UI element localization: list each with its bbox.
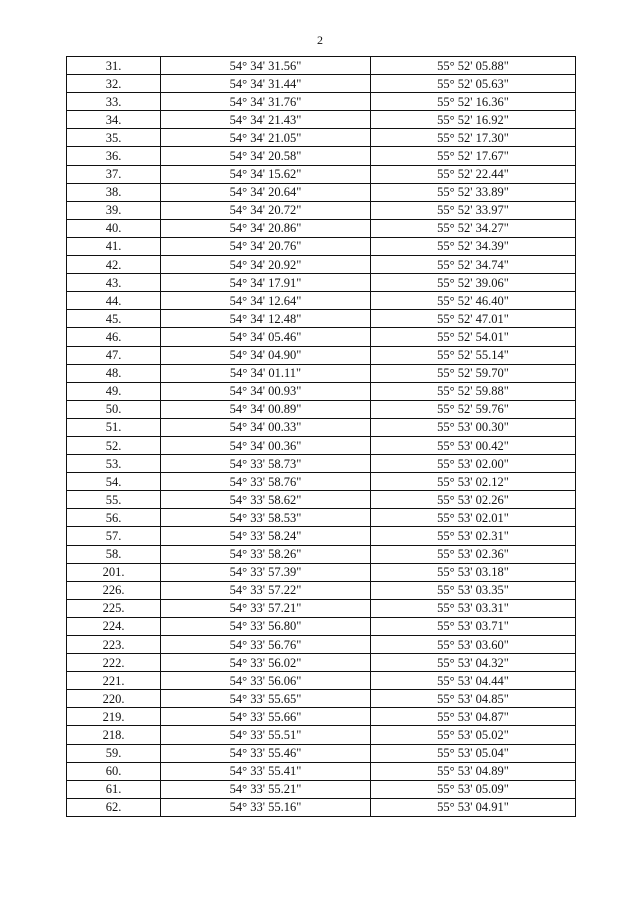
table-row — [67, 509, 576, 527]
point-number-cell: 56. — [67, 509, 161, 527]
point-number-cell: 42. — [67, 256, 161, 274]
longitude-cell: 55° 53' 05.02" — [371, 726, 576, 744]
point-number-cell: 58. — [67, 545, 161, 563]
table-row — [67, 418, 576, 436]
latitude-cell: 54° 33' 58.73" — [161, 455, 371, 473]
latitude-cell: 54° 34' 05.46" — [161, 328, 371, 346]
latitude-cell: 54° 34' 31.76" — [161, 93, 371, 111]
table-row — [67, 798, 576, 816]
longitude-cell: 55° 52' 16.36" — [371, 93, 576, 111]
latitude-cell: 54° 33' 56.76" — [161, 636, 371, 654]
point-number-cell: 221. — [67, 672, 161, 690]
latitude-cell: 54° 34' 12.64" — [161, 292, 371, 310]
latitude-cell: 54° 34' 00.36" — [161, 436, 371, 454]
longitude-cell: 55° 53' 04.87" — [371, 708, 576, 726]
table-row — [67, 672, 576, 690]
latitude-cell: 54° 33' 58.53" — [161, 509, 371, 527]
longitude-cell: 55° 53' 04.44" — [371, 672, 576, 690]
point-number-cell: 46. — [67, 328, 161, 346]
longitude-cell: 55° 52' 22.44" — [371, 165, 576, 183]
table-row — [67, 201, 576, 219]
latitude-cell: 54° 33' 56.80" — [161, 617, 371, 635]
latitude-cell: 54° 33' 57.22" — [161, 581, 371, 599]
longitude-cell: 55° 52' 33.97" — [371, 201, 576, 219]
longitude-cell: 55° 53' 03.71" — [371, 617, 576, 635]
latitude-cell: 54° 34' 21.05" — [161, 129, 371, 147]
point-number-cell: 62. — [67, 798, 161, 816]
table-row — [67, 617, 576, 635]
longitude-cell: 55° 52' 59.70" — [371, 364, 576, 382]
latitude-cell: 54° 34' 04.90" — [161, 346, 371, 364]
table-row — [67, 563, 576, 581]
table-row — [67, 111, 576, 129]
point-number-cell: 220. — [67, 690, 161, 708]
latitude-cell: 54° 33' 56.02" — [161, 654, 371, 672]
longitude-cell: 55° 53' 02.01" — [371, 509, 576, 527]
point-number-cell: 34. — [67, 111, 161, 129]
latitude-cell: 54° 34' 12.48" — [161, 310, 371, 328]
point-number-cell: 54. — [67, 473, 161, 491]
longitude-cell: 55° 53' 03.60" — [371, 636, 576, 654]
table-row — [67, 147, 576, 165]
table-row — [67, 654, 576, 672]
table-row — [67, 237, 576, 255]
point-number-cell: 60. — [67, 762, 161, 780]
point-number-cell: 55. — [67, 491, 161, 509]
latitude-cell: 54° 34' 00.93" — [161, 382, 371, 400]
longitude-cell: 55° 52' 34.27" — [371, 219, 576, 237]
point-number-cell: 43. — [67, 274, 161, 292]
point-number-cell: 47. — [67, 346, 161, 364]
latitude-cell: 54° 33' 56.06" — [161, 672, 371, 690]
point-number-cell: 32. — [67, 75, 161, 93]
coordinates-table — [66, 56, 576, 817]
latitude-cell: 54° 33' 58.62" — [161, 491, 371, 509]
latitude-cell: 54° 34' 20.86" — [161, 219, 371, 237]
table-row — [67, 346, 576, 364]
table-row — [67, 455, 576, 473]
table-row — [67, 636, 576, 654]
table-row — [67, 274, 576, 292]
table-row — [67, 708, 576, 726]
table-row — [67, 57, 576, 75]
point-number-cell: 218. — [67, 726, 161, 744]
longitude-cell: 55° 53' 02.26" — [371, 491, 576, 509]
point-number-cell: 225. — [67, 599, 161, 617]
point-number-cell: 224. — [67, 617, 161, 635]
longitude-cell: 55° 52' 59.76" — [371, 400, 576, 418]
longitude-cell: 55° 52' 16.92" — [371, 111, 576, 129]
latitude-cell: 54° 33' 57.39" — [161, 563, 371, 581]
longitude-cell: 55° 53' 02.36" — [371, 545, 576, 563]
latitude-cell: 54° 33' 55.66" — [161, 708, 371, 726]
latitude-cell: 54° 34' 20.76" — [161, 237, 371, 255]
longitude-cell: 55° 52' 33.89" — [371, 183, 576, 201]
longitude-cell: 55° 53' 05.04" — [371, 744, 576, 762]
point-number-cell: 50. — [67, 400, 161, 418]
point-number-cell: 39. — [67, 201, 161, 219]
longitude-cell: 55° 52' 47.01" — [371, 310, 576, 328]
longitude-cell: 55° 52' 17.67" — [371, 147, 576, 165]
point-number-cell: 33. — [67, 93, 161, 111]
longitude-cell: 55° 53' 02.12" — [371, 473, 576, 491]
point-number-cell: 201. — [67, 563, 161, 581]
point-number-cell: 49. — [67, 382, 161, 400]
point-number-cell: 53. — [67, 455, 161, 473]
table-row — [67, 382, 576, 400]
longitude-cell: 55° 53' 00.30" — [371, 418, 576, 436]
latitude-cell: 54° 34' 21.43" — [161, 111, 371, 129]
longitude-cell: 55° 52' 54.01" — [371, 328, 576, 346]
table-row — [67, 581, 576, 599]
point-number-cell: 48. — [67, 364, 161, 382]
coordinates-table-body — [67, 57, 576, 817]
latitude-cell: 54° 33' 55.21" — [161, 780, 371, 798]
latitude-cell: 54° 33' 55.51" — [161, 726, 371, 744]
point-number-cell: 37. — [67, 165, 161, 183]
table-row — [67, 400, 576, 418]
table-row — [67, 292, 576, 310]
table-row — [67, 491, 576, 509]
latitude-cell: 54° 33' 58.24" — [161, 527, 371, 545]
longitude-cell: 55° 52' 05.63" — [371, 75, 576, 93]
latitude-cell: 54° 34' 20.58" — [161, 147, 371, 165]
longitude-cell: 55° 52' 34.39" — [371, 237, 576, 255]
point-number-cell: 44. — [67, 292, 161, 310]
table-row — [67, 75, 576, 93]
longitude-cell: 55° 52' 39.06" — [371, 274, 576, 292]
table-row — [67, 726, 576, 744]
longitude-cell: 55° 53' 04.89" — [371, 762, 576, 780]
table-row — [67, 436, 576, 454]
longitude-cell: 55° 52' 05.88" — [371, 57, 576, 75]
table-row — [67, 219, 576, 237]
latitude-cell: 54° 34' 20.92" — [161, 256, 371, 274]
point-number-cell: 61. — [67, 780, 161, 798]
table-row — [67, 165, 576, 183]
table-row — [67, 364, 576, 382]
longitude-cell: 55° 53' 04.32" — [371, 654, 576, 672]
longitude-cell: 55° 53' 03.31" — [371, 599, 576, 617]
point-number-cell: 57. — [67, 527, 161, 545]
latitude-cell: 54° 33' 55.16" — [161, 798, 371, 816]
longitude-cell: 55° 53' 02.00" — [371, 455, 576, 473]
table-row — [67, 599, 576, 617]
table-row — [67, 93, 576, 111]
longitude-cell: 55° 52' 59.88" — [371, 382, 576, 400]
table-row — [67, 328, 576, 346]
table-row — [67, 183, 576, 201]
latitude-cell: 54° 33' 58.76" — [161, 473, 371, 491]
longitude-cell: 55° 52' 46.40" — [371, 292, 576, 310]
point-number-cell: 59. — [67, 744, 161, 762]
point-number-cell: 52. — [67, 436, 161, 454]
table-row — [67, 744, 576, 762]
latitude-cell: 54° 34' 20.64" — [161, 183, 371, 201]
latitude-cell: 54° 34' 00.89" — [161, 400, 371, 418]
table-row — [67, 527, 576, 545]
latitude-cell: 54° 34' 31.56" — [161, 57, 371, 75]
longitude-cell: 55° 53' 04.91" — [371, 798, 576, 816]
point-number-cell: 226. — [67, 581, 161, 599]
table-row — [67, 690, 576, 708]
latitude-cell: 54° 34' 17.91" — [161, 274, 371, 292]
latitude-cell: 54° 34' 31.44" — [161, 75, 371, 93]
point-number-cell: 35. — [67, 129, 161, 147]
longitude-cell: 55° 53' 02.31" — [371, 527, 576, 545]
longitude-cell: 55° 53' 05.09" — [371, 780, 576, 798]
point-number-cell: 219. — [67, 708, 161, 726]
latitude-cell: 54° 34' 20.72" — [161, 201, 371, 219]
point-number-cell: 223. — [67, 636, 161, 654]
point-number-cell: 222. — [67, 654, 161, 672]
point-number-cell: 40. — [67, 219, 161, 237]
latitude-cell: 54° 33' 55.41" — [161, 762, 371, 780]
longitude-cell: 55° 53' 03.35" — [371, 581, 576, 599]
longitude-cell: 55° 52' 55.14" — [371, 346, 576, 364]
longitude-cell: 55° 53' 04.85" — [371, 690, 576, 708]
table-row — [67, 780, 576, 798]
table-row — [67, 129, 576, 147]
longitude-cell: 55° 52' 17.30" — [371, 129, 576, 147]
latitude-cell: 54° 34' 15.62" — [161, 165, 371, 183]
point-number-cell: 51. — [67, 418, 161, 436]
latitude-cell: 54° 34' 01.11" — [161, 364, 371, 382]
latitude-cell: 54° 33' 55.46" — [161, 744, 371, 762]
point-number-cell: 41. — [67, 237, 161, 255]
page-number: 2 — [317, 33, 323, 47]
latitude-cell: 54° 33' 55.65" — [161, 690, 371, 708]
table-row — [67, 545, 576, 563]
table-row — [67, 310, 576, 328]
point-number-cell: 31. — [67, 57, 161, 75]
latitude-cell: 54° 33' 57.21" — [161, 599, 371, 617]
point-number-cell: 36. — [67, 147, 161, 165]
latitude-cell: 54° 33' 58.26" — [161, 545, 371, 563]
point-number-cell: 45. — [67, 310, 161, 328]
latitude-cell: 54° 34' 00.33" — [161, 418, 371, 436]
longitude-cell: 55° 53' 00.42" — [371, 436, 576, 454]
point-number-cell: 38. — [67, 183, 161, 201]
longitude-cell: 55° 53' 03.18" — [371, 563, 576, 581]
table-row — [67, 256, 576, 274]
longitude-cell: 55° 52' 34.74" — [371, 256, 576, 274]
table-row — [67, 473, 576, 491]
table-row — [67, 762, 576, 780]
